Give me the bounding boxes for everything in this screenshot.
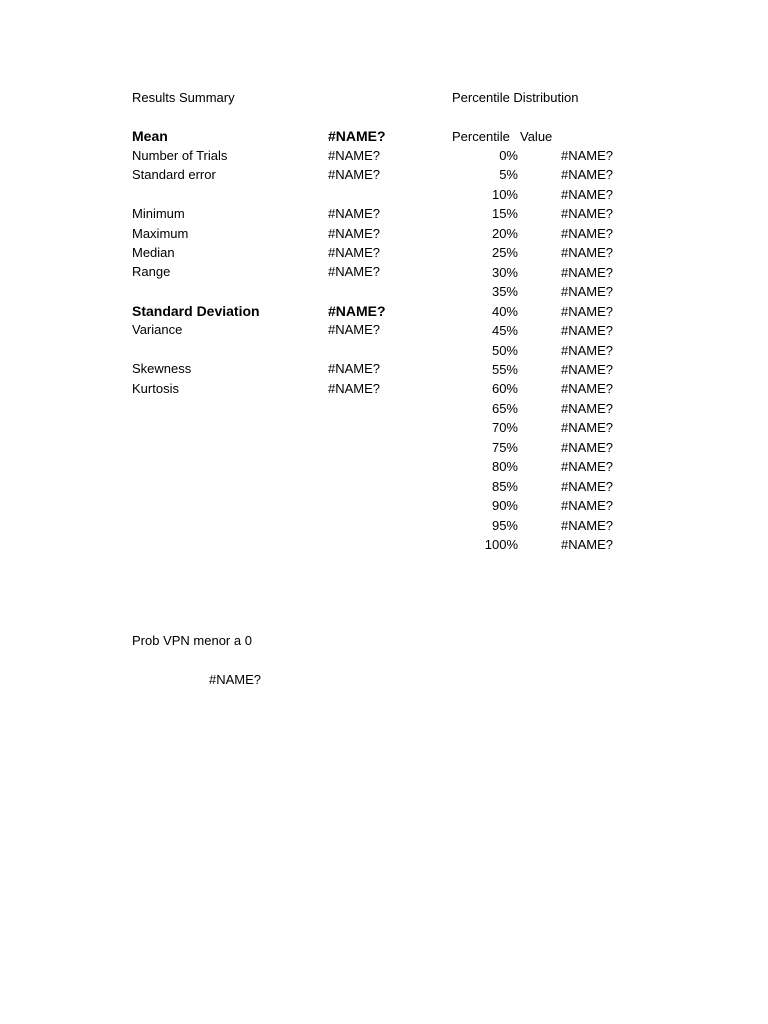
prob-value: #NAME?: [209, 672, 262, 687]
percentile-value-cell: #NAME?: [561, 498, 614, 513]
percentile-value-cell: #NAME?: [561, 401, 614, 416]
percentile-cell: 15%: [491, 206, 518, 221]
maximum-value: #NAME?: [328, 226, 381, 241]
mean-label: Mean: [132, 128, 168, 144]
percentile-cell: 0%: [499, 148, 518, 163]
percentile-cell: 50%: [491, 343, 518, 358]
percentile-cell: 95%: [491, 518, 518, 533]
percentile-value-cell: #NAME?: [561, 265, 614, 280]
percentile-cell: 85%: [491, 479, 518, 494]
percentile-value-cell: #NAME?: [561, 420, 614, 435]
median-label: Median: [132, 245, 175, 260]
percentile-value-cell: #NAME?: [561, 323, 614, 338]
percentile-value-cell: #NAME?: [561, 537, 614, 552]
std-error-label: Standard error: [132, 167, 216, 182]
percentile-header: Percentile: [452, 129, 510, 144]
percentile-value-cell: #NAME?: [561, 187, 614, 202]
percentile-value-cell: #NAME?: [561, 226, 614, 241]
percentile-cell: 60%: [491, 381, 518, 396]
std-error-value: #NAME?: [328, 167, 381, 182]
percentile-cell: 75%: [491, 440, 518, 455]
range-label: Range: [132, 264, 171, 279]
variance-value: #NAME?: [328, 322, 381, 337]
percentile-value-cell: #NAME?: [561, 167, 614, 182]
range-value: #NAME?: [328, 264, 381, 279]
percentile-value-cell: #NAME?: [561, 362, 614, 377]
percentile-value-cell: #NAME?: [561, 284, 614, 299]
percentile-cell: 20%: [491, 226, 518, 241]
percentile-cell: 40%: [491, 304, 518, 319]
skewness-label: Skewness: [132, 361, 192, 376]
mean-value: #NAME?: [328, 128, 386, 144]
percentile-distribution-title: Percentile Distribution: [452, 90, 579, 105]
percentile-cell: 35%: [491, 284, 518, 299]
percentile-value-cell: #NAME?: [561, 304, 614, 319]
maximum-label: Maximum: [132, 226, 189, 241]
std-dev-label: Standard Deviation: [132, 303, 260, 319]
percentile-value-cell: #NAME?: [561, 459, 614, 474]
percentile-value-cell: #NAME?: [561, 518, 614, 533]
variance-label: Variance: [132, 322, 183, 337]
value-header: Value: [520, 129, 553, 144]
percentile-cell: 90%: [491, 498, 518, 513]
percentile-cell: 25%: [491, 245, 518, 260]
percentile-value-cell: #NAME?: [561, 440, 614, 455]
percentile-cell: 65%: [491, 401, 518, 416]
trials-label: Number of Trials: [132, 148, 228, 163]
percentile-value-cell: #NAME?: [561, 245, 614, 260]
percentile-value-cell: #NAME?: [561, 206, 614, 221]
percentile-cell: 100%: [484, 537, 518, 552]
minimum-value: #NAME?: [328, 206, 381, 221]
kurtosis-value: #NAME?: [328, 381, 381, 396]
percentile-value-cell: #NAME?: [561, 479, 614, 494]
minimum-label: Minimum: [132, 206, 185, 221]
percentile-cell: 30%: [491, 265, 518, 280]
percentile-cell: 80%: [491, 459, 518, 474]
percentile-cell: 45%: [491, 323, 518, 338]
percentile-cell: 55%: [491, 362, 518, 377]
percentile-cell: 10%: [491, 187, 518, 202]
std-dev-value: #NAME?: [328, 303, 386, 319]
prob-label: Prob VPN menor a 0: [132, 633, 252, 648]
percentile-cell: 70%: [491, 420, 518, 435]
results-summary-title: Results Summary: [132, 90, 235, 105]
percentile-value-cell: #NAME?: [561, 148, 614, 163]
skewness-value: #NAME?: [328, 361, 381, 376]
percentile-value-cell: #NAME?: [561, 343, 614, 358]
median-value: #NAME?: [328, 245, 381, 260]
kurtosis-label: Kurtosis: [132, 381, 179, 396]
percentile-value-cell: #NAME?: [561, 381, 614, 396]
trials-value: #NAME?: [328, 148, 381, 163]
percentile-cell: 5%: [499, 167, 518, 182]
